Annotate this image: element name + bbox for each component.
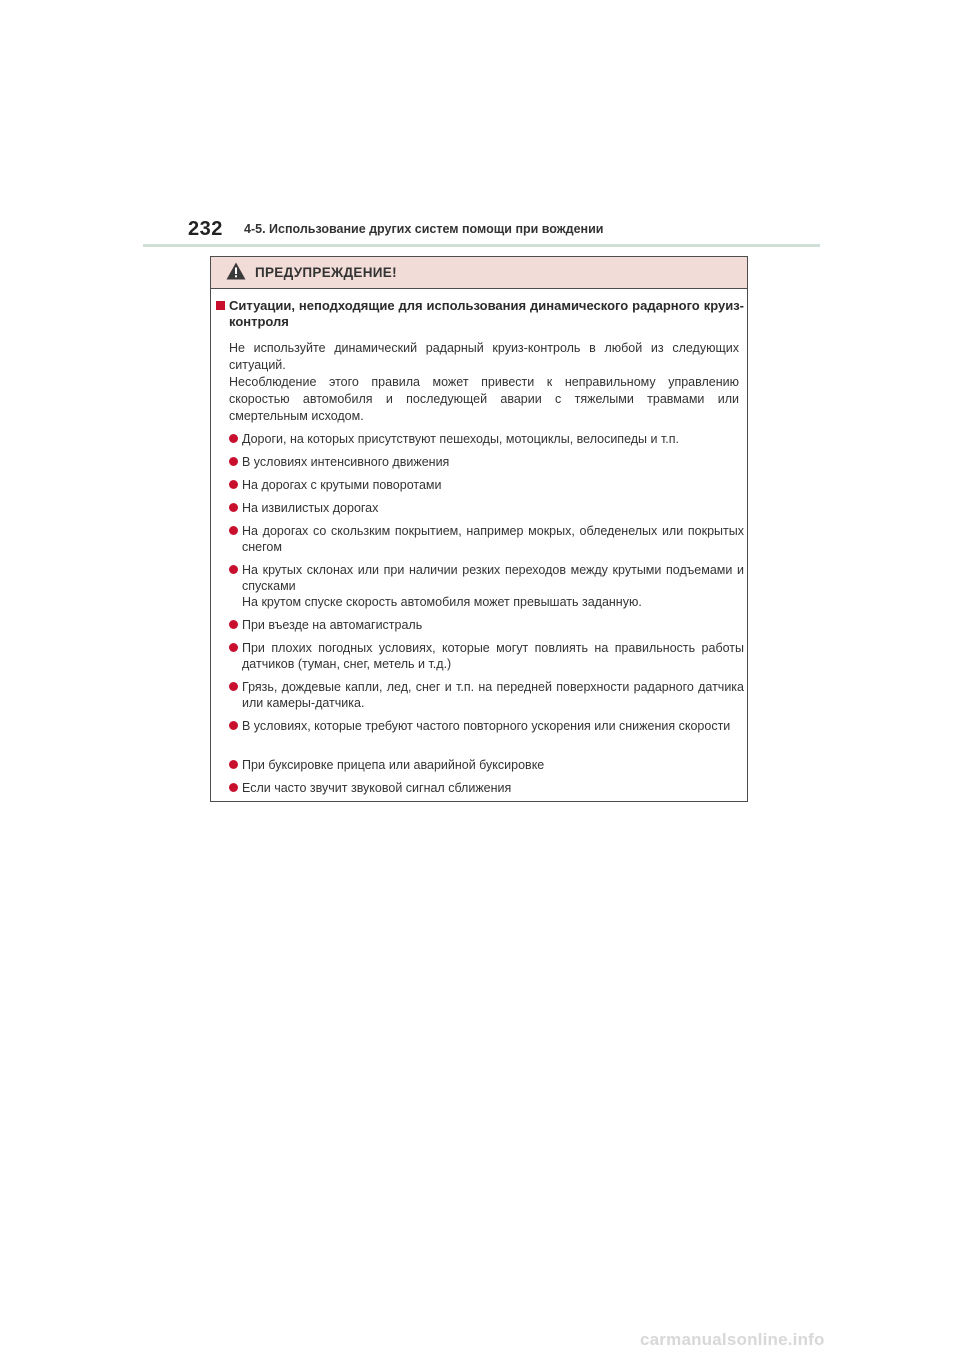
list-item [229,500,744,516]
warning-paragraph: Несоблюдение этого правила может привести к неправильному управлению скоростью автомобиля и последующей аварии с тяжелыми травмами или смертельным исходом. [229,375,739,423]
list-item [229,454,744,470]
page-number: 232 [188,218,223,240]
list-item [229,477,744,493]
bullet-icon [229,620,238,629]
bullet-icon [229,721,238,730]
bullet-icon [229,783,238,792]
list-item [229,562,744,610]
bullet-icon [229,526,238,535]
list-item [229,679,744,711]
list-item-text: Грязь, дождевые капли, лед, снег и т.п. на передней поверхности радарного датчика или камеры-датчика. [242,680,744,710]
warning-triangle-icon [226,262,246,280]
bullet-icon [229,760,238,769]
list-item [229,640,744,672]
list-item [229,718,744,734]
list-item-text: При въезде на автомагистраль [242,618,423,632]
list-item [229,523,744,555]
list-item-note: На крутом спуске скорость автомобиля может превышать заданную. [242,595,642,609]
list-item-text: На дорогах со скользким покрытием, например мокрых, обледенелых или покрытых снегом [242,524,744,554]
list-item-text: На дорогах с крутыми поворотами [242,478,442,492]
bullet-icon [229,643,238,652]
list-item-text: Дороги, на которых присутствуют пешеходы, мотоциклы, велосипеды и т.п. [242,432,680,446]
warning-subheading [216,298,744,330]
warning-header [211,257,747,289]
list-item-text: На крутых склонах или при наличии резких переходов между крутыми подъемами и спусками [242,563,744,593]
bullet-icon [229,565,238,574]
list-item-text: В условиях интенсивного движения [242,455,450,469]
list-item-text: Если часто звучит звуковой сигнал сближения [242,781,512,795]
list-item-text: На извилистых дорогах [242,501,379,515]
watermark: carmanualsonline.info [640,1330,825,1349]
list-item [229,617,744,633]
section-title: 4-5. Использование других систем помощи при вождении [244,222,604,236]
bullet-icon [229,480,238,489]
list-item [229,431,744,447]
warning-title: ПРЕДУПРЕЖДЕНИЕ! [255,265,397,280]
bullet-icon [229,503,238,512]
list-item [229,780,744,796]
header-divider [143,244,820,247]
bullet-icon [229,457,238,466]
list-item [229,757,744,773]
bullet-icon [229,682,238,691]
list-item-text: При плохих погодных условиях, которые могут повлиять на правильность работы датчиков (туман, снег, метель и т.д.) [242,641,744,671]
bullet-icon [229,434,238,443]
square-bullet-icon [216,301,225,310]
warning-subheading-text: Ситуации, неподходящие для использования динамического радарного круиз-контроля [229,298,744,329]
warning-paragraph: Не используйте динамический радарный круиз-контроль в любой из следующих ситуаций. [229,341,739,372]
list-item-text: В условиях, которые требуют частого повторного ускорения или снижения скорости [242,719,731,733]
warning-box [210,256,748,802]
list-item-text: При буксировке прицепа или аварийной буксировке [242,758,545,772]
